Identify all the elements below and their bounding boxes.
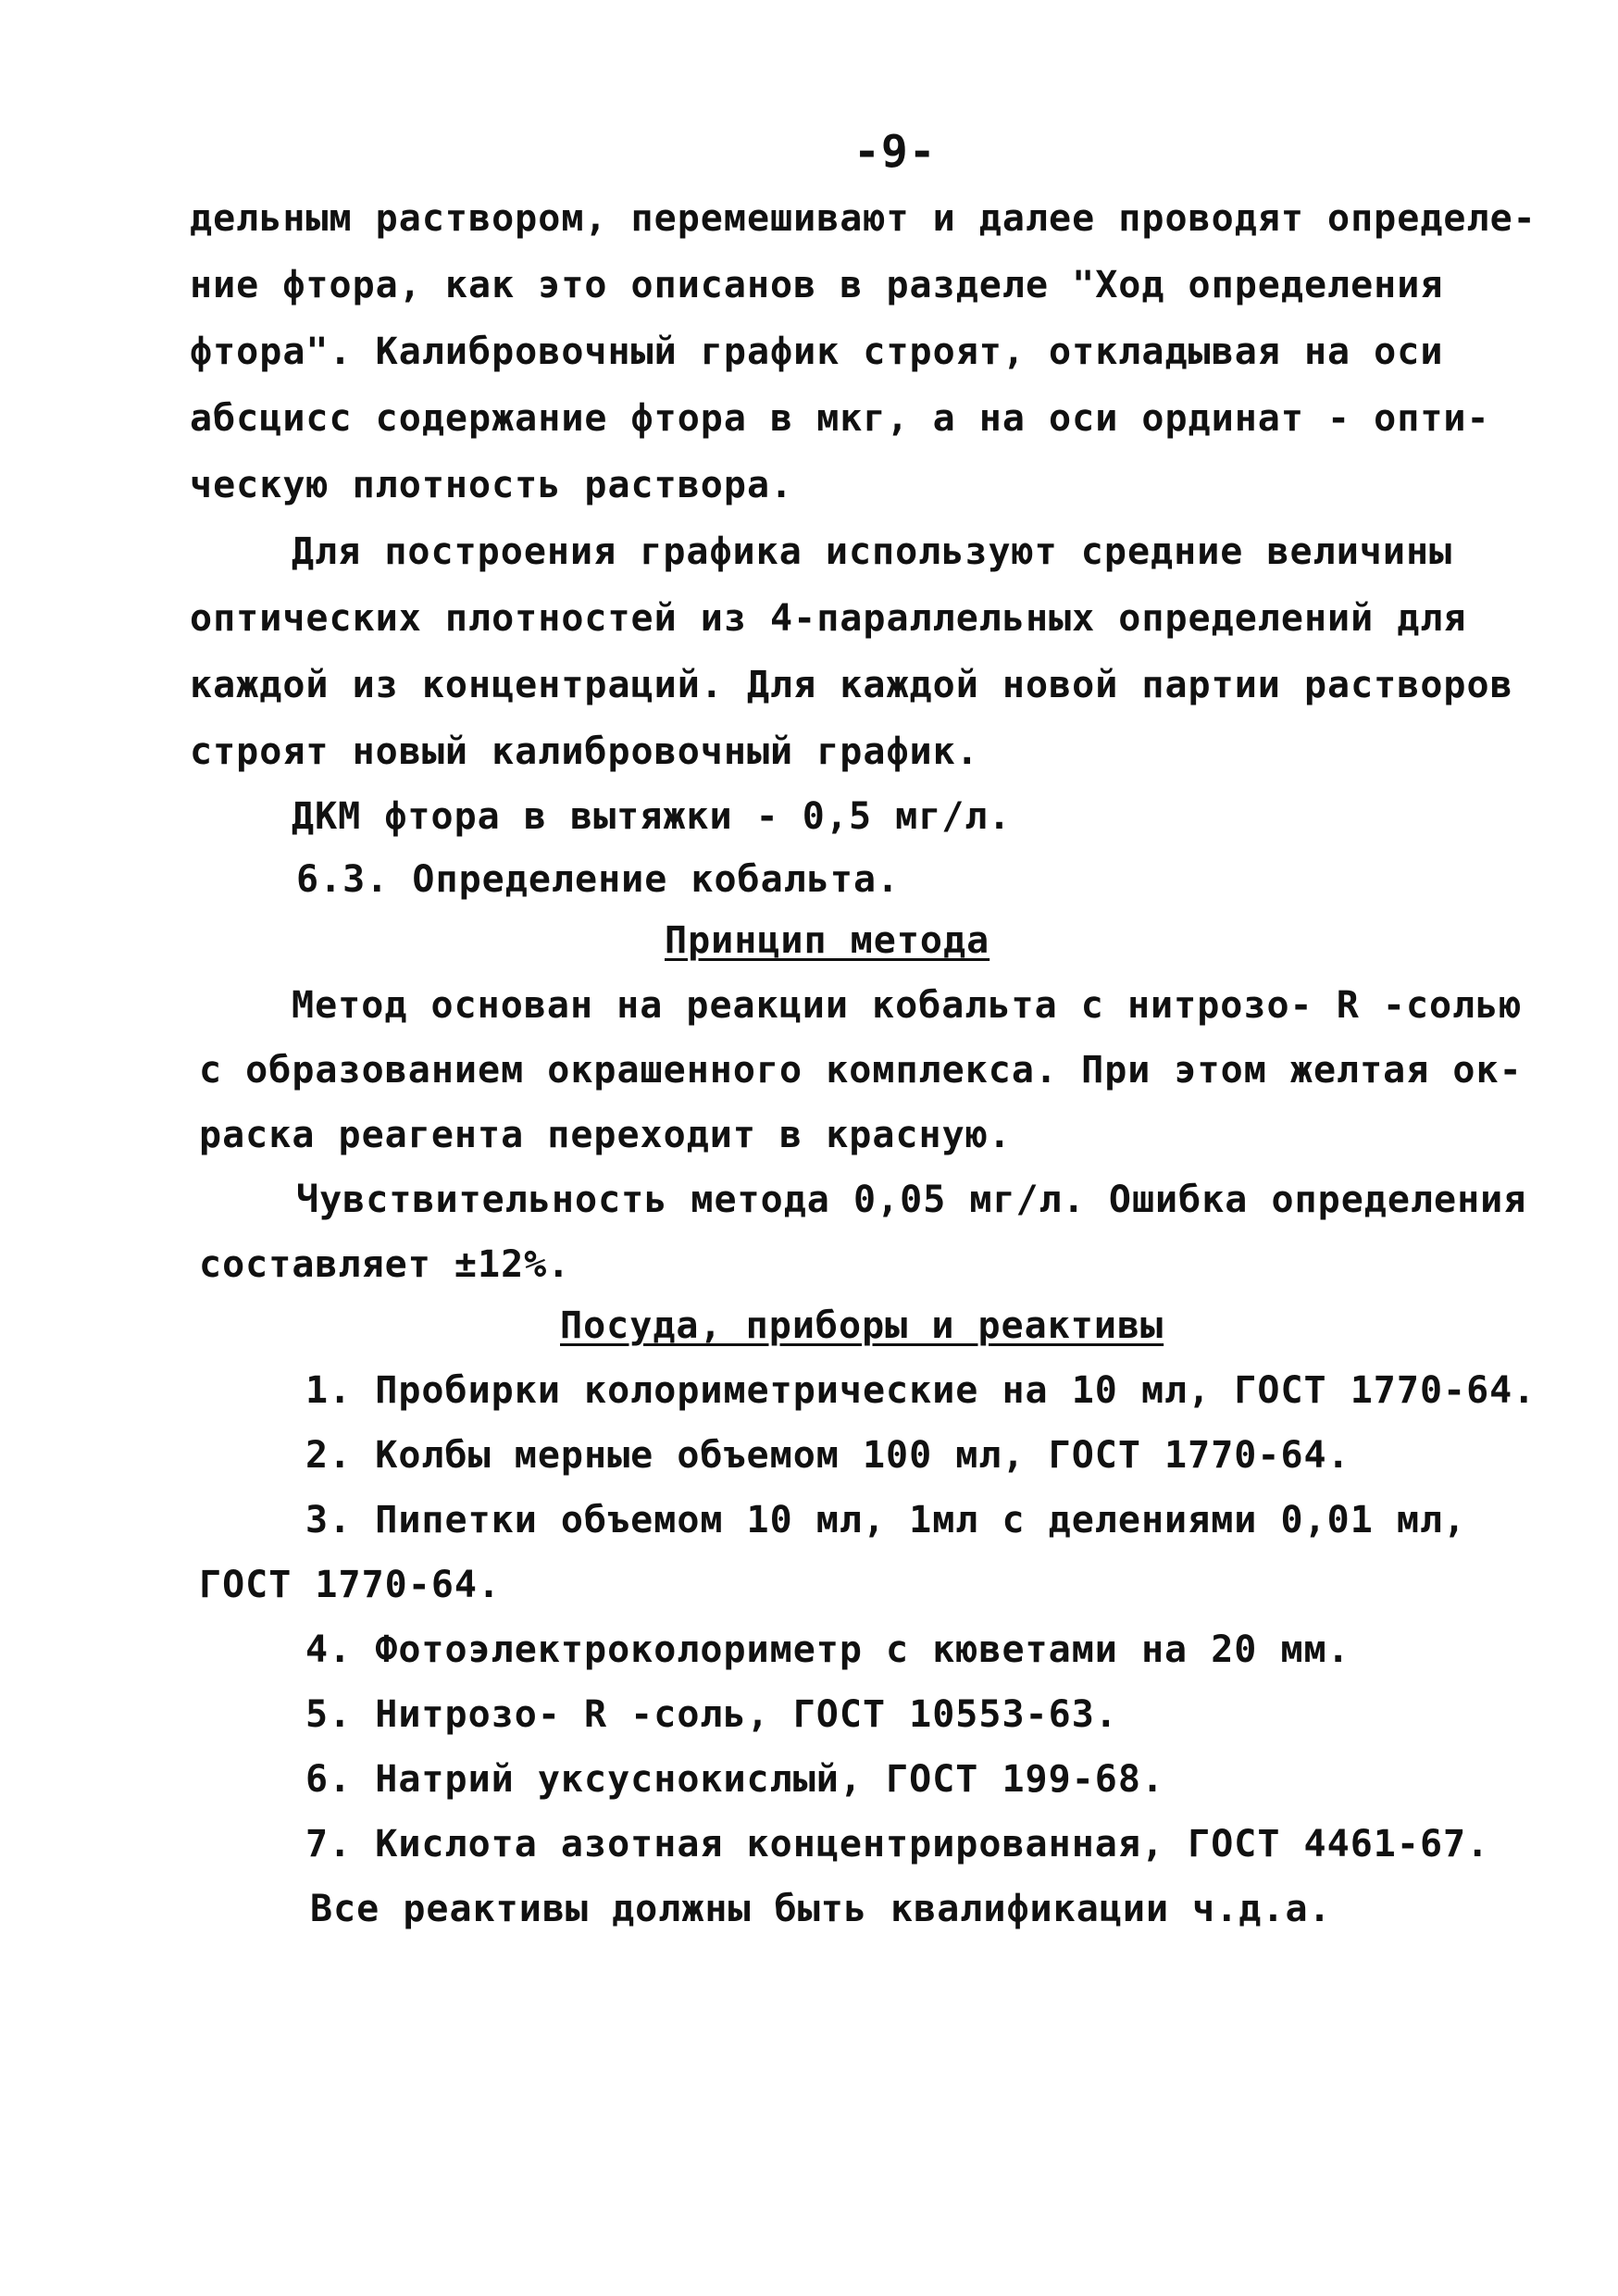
pdk-line: ДКМ фтора в вытяжки - 0,5 мг/л. [292, 795, 1012, 838]
list-item-3: 3. Пипетки объемом 10 мл, 1мл с делениями 0,01 мл, [305, 1499, 1467, 1541]
list-item-7: 7. Кислота азотная концентрированная, ГОСТ 4461-67. [305, 1823, 1490, 1866]
para2-line-2: оптических плотностей из 4-параллельных определений для [190, 597, 1467, 640]
para1-line-2: ние фтора, как это описанов в разделе "Ход определения [190, 264, 1444, 306]
para3-line-3: раска реагента переходит в красную. [199, 1114, 1012, 1156]
list-item-3-continued: ГОСТ 1770-64. [199, 1564, 502, 1606]
para2-line-3: каждой из концентраций. Для каждой новой партии растворов [190, 664, 1513, 706]
para2-line-1: Для построения графика используют средние величины [292, 530, 1453, 573]
list-item-1: 1. Пробирки колориметрические на 10 мл, ГОСТ 1770-64. [305, 1369, 1537, 1412]
list-item-2: 2. Колбы мерные объемом 100 мл, ГОСТ 1770-64. [305, 1434, 1350, 1477]
list-item-5: 5. Нитрозо- R -соль, ГОСТ 10553-63. [305, 1693, 1118, 1736]
para4-line-1: Чувствительность метода 0,05 мг/л. Ошибка определения [296, 1179, 1527, 1221]
para3-line-2: с образованием окрашенного комплекса. При этом желтая ок- [199, 1049, 1523, 1092]
page-number: -9- [853, 126, 937, 178]
list-item-6: 6. Натрий уксуснокислый, ГОСТ 199-68. [305, 1758, 1165, 1801]
para1-line-5: ческую плотность раствора. [190, 464, 794, 506]
para3-line-1: Метод основан на реакции кобальта с нитрозо- R -солью [292, 984, 1523, 1027]
para1-line-4: абсцисс содержание фтора в мкг, а на оси ординат - опти- [190, 397, 1490, 440]
heading-principle: Принцип метода [665, 919, 990, 962]
heading-equipment: Посуда, приборы и реактивы [560, 1304, 1164, 1347]
para2-line-4: строят новый калибровочный график. [190, 730, 979, 773]
list-item-4: 4. Фотоэлектроколориметр с кюветами на 20 мм. [305, 1628, 1350, 1671]
para4-line-2: составляет ±12%. [199, 1243, 571, 1286]
para1-line-3: фтора". Калибровочный график строят, откладывая на оси [190, 331, 1444, 373]
para1-line-1: дельным раствором, перемешивают и далее проводят определе- [190, 197, 1537, 240]
final-note: Все реактивы должны быть квалификации ч.д.а. [310, 1888, 1332, 1930]
section-title: 6.3. Определение кобальта. [296, 858, 901, 901]
